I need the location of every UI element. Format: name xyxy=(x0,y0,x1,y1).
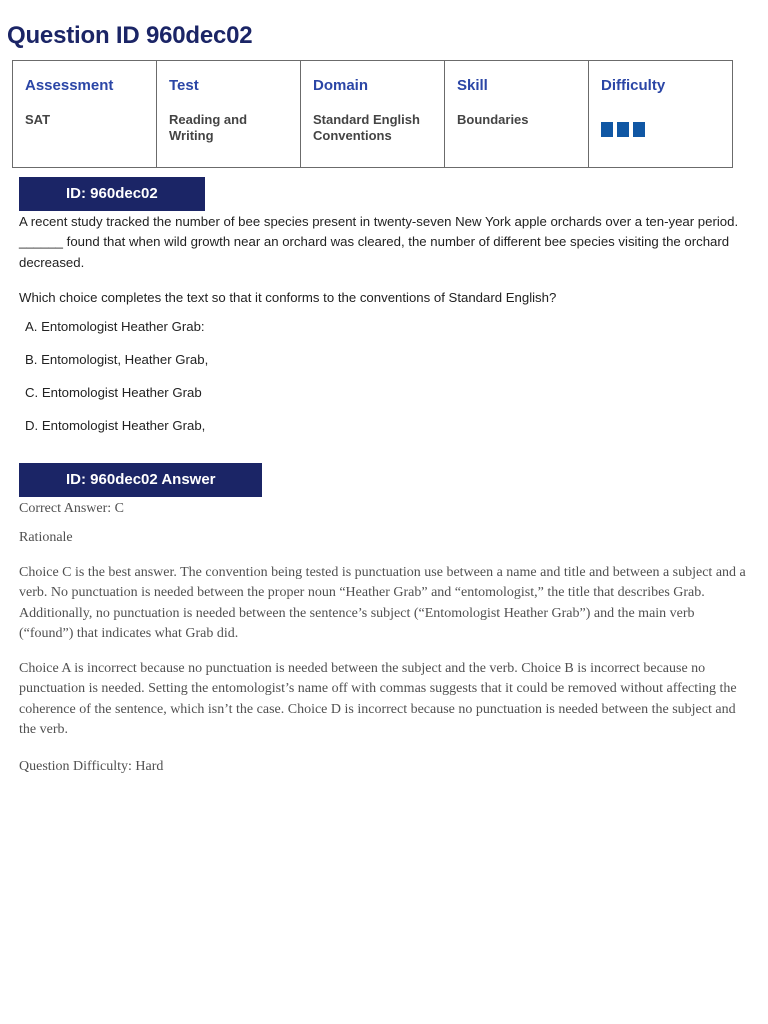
meta-header-difficulty: Difficulty xyxy=(601,77,666,94)
correct-answer: Correct Answer: C xyxy=(19,501,124,516)
meta-cell-skill xyxy=(445,61,589,168)
question-difficulty: Question Difficulty: Hard xyxy=(19,759,164,774)
choice-d: D. Entomologist Heather Grab, xyxy=(25,418,206,433)
meta-cell-test xyxy=(157,61,301,168)
question-meta-table xyxy=(12,60,733,168)
meta-cell-assessment xyxy=(13,61,157,168)
question-passage: A recent study tracked the number of bee species present in twenty-seven New York apple orchards over a ten-year period. ______ found that when wild growth near an orchard was cleared, the number of different bee species visiting the orchard decreased. xyxy=(19,214,739,270)
rationale-paragraph: Choice A is incorrect because no punctuation is needed between the subject and the verb. Choice B is incorrect because no punctuation is needed. Setting the entomologist’s name off with commas suggests that it could be removed without affecting the coherence of the sentence, which isn’t the case. Choice D is incorrect because no punctuation is needed between the subject and the verb. xyxy=(19,661,737,737)
answer-id-banner: ID: 960dec02 Answer xyxy=(19,463,262,497)
rationale-paragraph: Choice C is the best answer. The convention being tested is punctuation use between a name and title and between a subject and a verb. No punctuation is needed between the proper noun “Heather Grab” and “entomologist,” the title that describes Grab. Additionally, no punctuation is needed between the sentence’s subject (“Entomologist Heather Grab”) and the main verb (“found”) that indicates what Grab did. xyxy=(19,565,746,641)
meta-cell-domain xyxy=(301,61,445,168)
difficulty-indicator xyxy=(601,122,720,137)
meta-value-domain: Standard English Conventions xyxy=(313,112,420,143)
meta-value-assessment: SAT xyxy=(25,112,51,127)
meta-value-test: Reading and Writing xyxy=(169,112,248,143)
page-title: Question ID 960dec02 xyxy=(7,22,253,49)
question-stem: Which choice completes the text so that it conforms to the conventions of Standard English? xyxy=(19,290,557,305)
question-id-banner: ID: 960dec02 xyxy=(19,177,205,211)
difficulty-bar xyxy=(601,122,613,137)
choice-c: C. Entomologist Heather Grab xyxy=(25,385,202,400)
meta-header-assessment: Assessment xyxy=(25,77,114,94)
meta-header-skill: Skill xyxy=(457,77,488,94)
difficulty-bar xyxy=(617,122,629,137)
meta-header-test: Test xyxy=(169,77,199,94)
difficulty-bar xyxy=(633,122,645,137)
choice-b: B. Entomologist, Heather Grab, xyxy=(25,352,209,367)
rationale-label: Rationale xyxy=(19,530,73,545)
meta-cell-difficulty xyxy=(589,61,733,168)
meta-header-domain: Domain xyxy=(313,77,369,94)
choice-a: A. Entomologist Heather Grab: xyxy=(25,319,205,334)
meta-value-skill: Boundaries xyxy=(457,112,529,127)
